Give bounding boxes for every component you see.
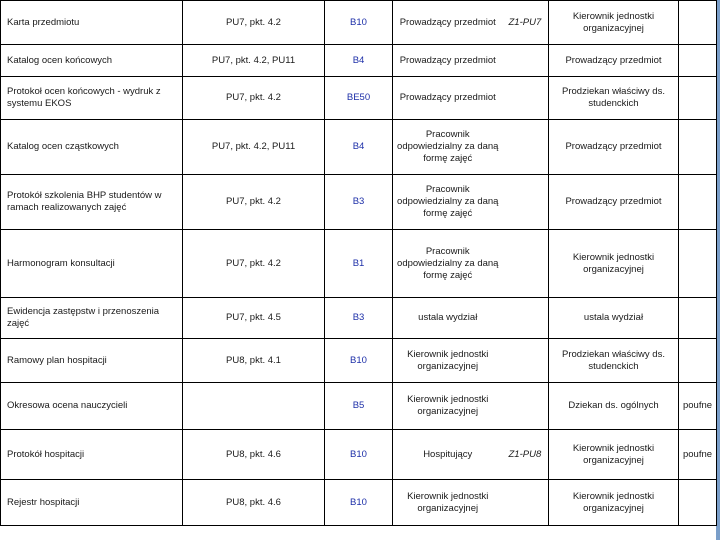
approved-by-cell: Kierownik jednostki organizacyjnej [549,230,679,298]
note-cell [679,120,717,175]
table-row [1,45,717,77]
category-code-cell: B1 [325,230,393,298]
table-row [1,430,717,480]
procedure-reference-cell: PU7, pkt. 4.2, PU11 [183,120,325,175]
note-cell [679,339,717,383]
document-name-cell: Okresowa ocena nauczycieli [1,383,183,430]
approved-by-cell: Dziekan ds. ogólnych [549,383,679,430]
approved-by-cell: Prodziekan właściwy ds. studenckich [549,339,679,383]
procedure-reference-cell: PU7, pkt. 4.2 [183,230,325,298]
note-cell [679,175,717,230]
prepared-by-cell: Kierownik jednostki organizacyjnej [393,480,503,526]
category-code-cell: B4 [325,45,393,77]
procedure-reference-cell: PU7, pkt. 4.5 [183,298,325,339]
approved-by-cell: Prowadzący przedmiot [549,45,679,77]
approved-by-cell: Kierownik jednostki organizacyjnej [549,480,679,526]
document-name-cell: Ramowy plan hospitacji [1,339,183,383]
approved-by-cell: Kierownik jednostki organizacyjnej [549,430,679,480]
approved-by-cell: Prowadzący przedmiot [549,120,679,175]
prepared-by-cell: Prowadzący przedmiot [393,45,503,77]
form-code-cell [503,175,549,230]
approved-by-cell: Prowadzący przedmiot [549,175,679,230]
note-cell [679,480,717,526]
procedure-reference-cell: PU7, pkt. 4.2 [183,175,325,230]
category-code-cell: B3 [325,298,393,339]
approved-by-cell: Prodziekan właściwy ds. studenckich [549,77,679,120]
approved-by-cell: Kierownik jednostki organizacyjnej [549,1,679,45]
procedure-reference-cell [183,383,325,430]
procedure-reference-cell: PU8, pkt. 4.6 [183,430,325,480]
document-name-cell: Harmonogram konsultacji [1,230,183,298]
procedure-reference-cell: PU7, pkt. 4.2, PU11 [183,45,325,77]
table-row [1,175,717,230]
note-cell [679,45,717,77]
form-code-cell [503,298,549,339]
document-name-cell: Protokół hospitacji [1,430,183,480]
form-code-cell [503,230,549,298]
category-code-cell: B10 [325,1,393,45]
form-code-cell [503,120,549,175]
prepared-by-cell: Pracownik odpowiedzialny za daną formę zajęć [393,230,503,298]
table-row [1,383,717,430]
category-code-cell: B3 [325,175,393,230]
category-code-cell: B4 [325,120,393,175]
form-code-cell: Z1-PU7 [503,1,549,45]
note-cell [679,1,717,45]
prepared-by-cell: Kierownik jednostki organizacyjnej [393,383,503,430]
document-name-cell: Ewidencja zastępstw i przenoszenia zajęć [1,298,183,339]
form-code-cell [503,45,549,77]
form-code-cell [503,383,549,430]
prepared-by-cell: Kierownik jednostki organizacyjnej [393,339,503,383]
note-cell [679,298,717,339]
table-row [1,1,717,45]
prepared-by-cell: Pracownik odpowiedzialny za daną formę zajęć [393,120,503,175]
prepared-by-cell: ustala wydział [393,298,503,339]
approved-by-cell: ustala wydział [549,298,679,339]
table-row [1,339,717,383]
prepared-by-cell: Prowadzący przedmiot [393,1,503,45]
procedure-reference-cell: PU7, pkt. 4.2 [183,1,325,45]
category-code-cell: B10 [325,480,393,526]
document-name-cell: Protokoł ocen końcowych - wydruk z systemu EKOS [1,77,183,120]
category-code-cell: B10 [325,339,393,383]
prepared-by-cell: Prowadzący przedmiot [393,77,503,120]
form-code-cell: Z1-PU8 [503,430,549,480]
note-cell: poufne [679,383,717,430]
table-row [1,298,717,339]
note-cell [679,77,717,120]
procedure-reference-cell: PU8, pkt. 4.6 [183,480,325,526]
table-row [1,230,717,298]
category-code-cell: B5 [325,383,393,430]
prepared-by-cell: Pracownik odpowiedzialny za daną formę zajęć [393,175,503,230]
note-cell [679,230,717,298]
form-code-cell [503,339,549,383]
table-row [1,77,717,120]
form-code-cell [503,480,549,526]
category-code-cell: BE50 [325,77,393,120]
table-row [1,480,717,526]
form-code-cell [503,77,549,120]
document-name-cell: Rejestr hospitacji [1,480,183,526]
procedure-reference-cell: PU7, pkt. 4.2 [183,77,325,120]
document-name-cell: Katalog ocen cząstkowych [1,120,183,175]
document-name-cell: Karta przedmiotu [1,1,183,45]
table-row [1,120,717,175]
category-code-cell: B10 [325,430,393,480]
document-name-cell: Katalog ocen końcowych [1,45,183,77]
procedure-reference-cell: PU8, pkt. 4.1 [183,339,325,383]
document-name-cell: Protokół szkolenia BHP studentów w ramach realizowanych zajęć [1,175,183,230]
prepared-by-cell: Hospitujący [393,430,503,480]
note-cell: poufne [679,430,717,480]
